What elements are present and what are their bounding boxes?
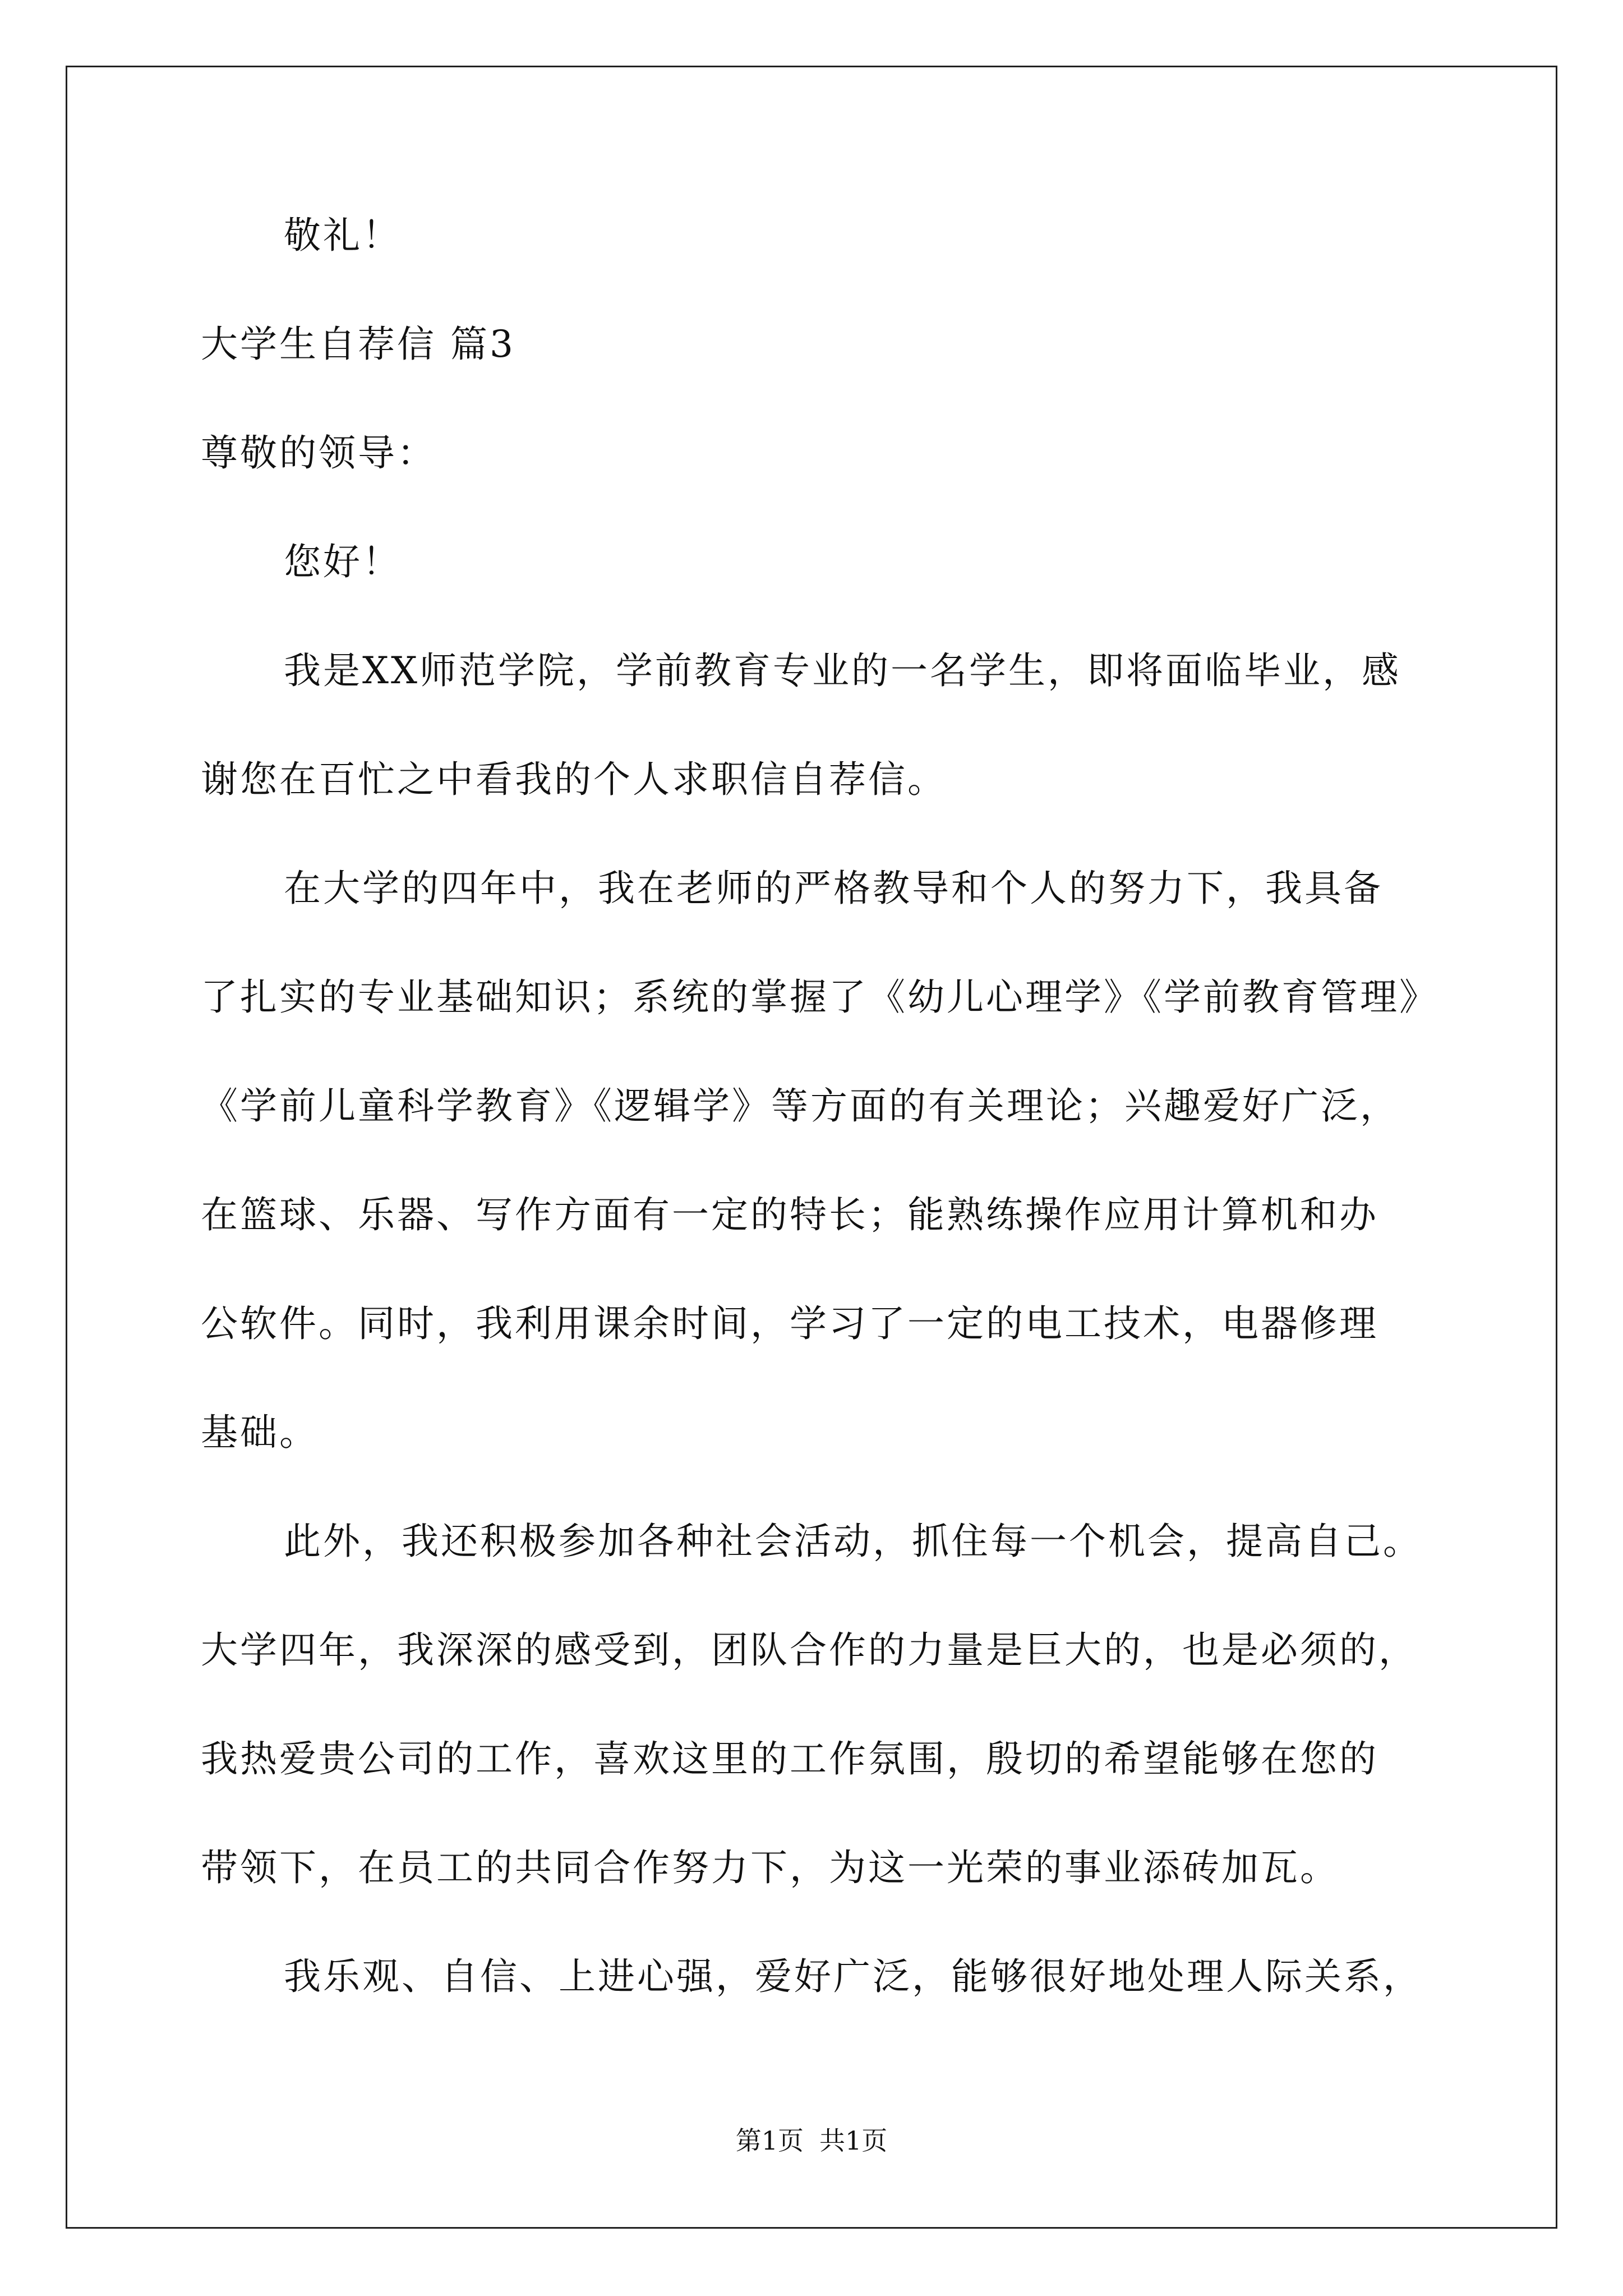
paragraph-line: 在篮球、乐器、写作方面有一定的特长；能熟练操作应用计算机和办 xyxy=(201,1193,1378,1236)
paragraph-line: 谢您在百忙之中看我的个人求职信自荐信。 xyxy=(201,758,947,801)
paragraph-line: 《学前儿童科学教育》《逻辑学》等方面的有关理论；兴趣爱好广泛， xyxy=(201,1084,1399,1128)
paragraph-line: 此外，我还积极参加各种社会活动，抓住每一个机会，提高自己。 xyxy=(284,1520,1422,1563)
page-border xyxy=(66,66,1557,2229)
page-number-total: 共1页 xyxy=(819,2125,888,2156)
paragraph-line: 在大学的四年中，我在老师的严格教导和个人的努力下，我具备 xyxy=(284,867,1383,910)
greeting-recipient: 尊敬的领导： xyxy=(201,431,436,475)
greeting-hello: 您好！ xyxy=(284,540,402,583)
page-footer xyxy=(0,2125,1623,2156)
paragraph-line: 带领下，在员工的共同合作努力下，为这一光荣的事业添砖加瓦。 xyxy=(201,1846,1339,1889)
closing-salutation: 敬礼！ xyxy=(284,214,402,257)
section-heading: 大学生自荐信 篇3 xyxy=(201,323,515,366)
paragraph-line: 我热爱贵公司的工作，喜欢这里的工作氛围，殷切的希望能够在您的 xyxy=(201,1737,1378,1780)
paragraph-line: 公软件。同时，我利用课余时间，学习了一定的电工技术，电器修理 xyxy=(201,1302,1378,1345)
page-number-current: 第1页 xyxy=(735,2125,804,2156)
paragraph-line: 我是XX师范学院，学前教育专业的一名学生，即将面临毕业，感 xyxy=(284,649,1401,692)
paragraph-line: 我乐观、自信、上进心强，爱好广泛，能够很好地处理人际关系， xyxy=(284,1955,1422,1998)
paragraph-line: 了扎实的专业基础知识；系统的掌握了《幼儿心理学》《学前教育管理》 xyxy=(201,976,1438,1019)
paragraph-line: 基础。 xyxy=(201,1411,319,1454)
paragraph-line: 大学四年，我深深的感受到，团队合作的力量是巨大的，也是必须的， xyxy=(201,1628,1418,1672)
